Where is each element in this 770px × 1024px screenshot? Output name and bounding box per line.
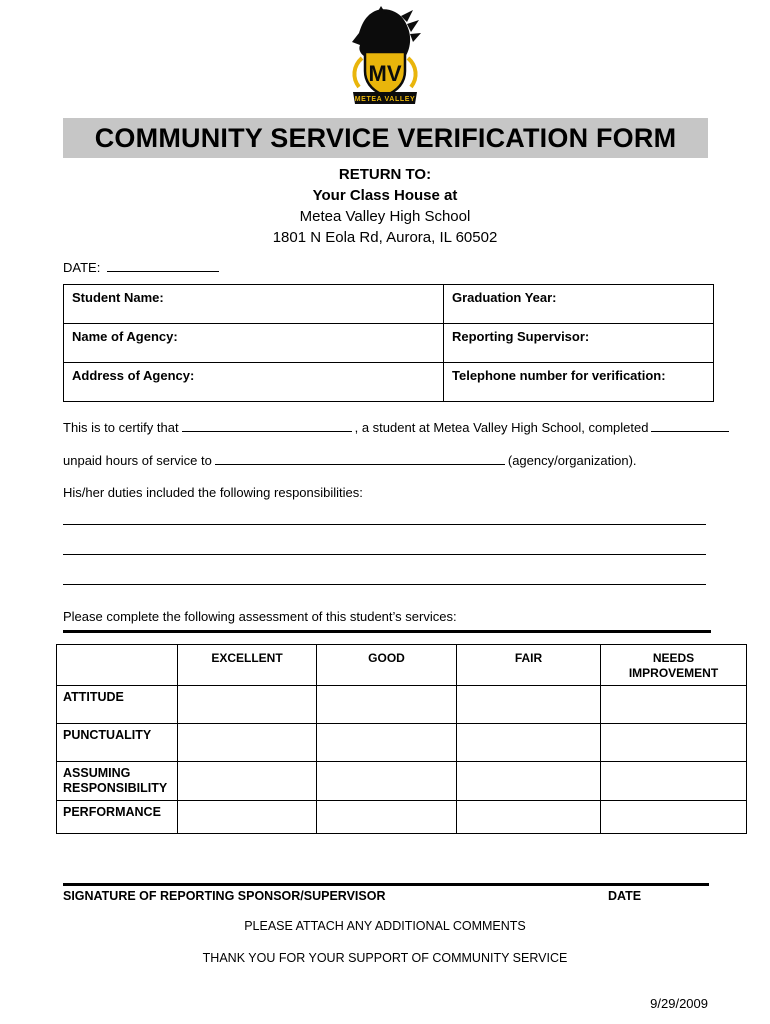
reporting-supervisor-cell[interactable]: Reporting Supervisor: — [444, 324, 714, 363]
column-header-fair: FAIR — [457, 645, 601, 686]
column-header-good: GOOD — [317, 645, 457, 686]
assessment-cell[interactable] — [457, 686, 601, 724]
assessment-cell[interactable] — [457, 801, 601, 834]
date-row — [63, 259, 222, 275]
assessment-table — [56, 644, 747, 834]
title-bar — [63, 118, 708, 158]
logo-banner-text: METEA VALLEY — [354, 96, 416, 103]
assessment-header-row — [57, 645, 747, 686]
assessment-intro: Please complete the following assessment of this student’s services: — [63, 609, 457, 624]
agency-name-cell[interactable]: Name of Agency: — [64, 324, 444, 363]
assessment-cell[interactable] — [317, 686, 457, 724]
return-to-class-house: Your Class House at — [312, 187, 458, 204]
student-name-cell[interactable]: Student Name: — [64, 285, 444, 324]
metea-valley-crest-icon — [335, 6, 435, 108]
duties-heading — [63, 485, 763, 500]
assessment-cell[interactable] — [317, 762, 457, 801]
certify-text-3: unpaid hours of service to — [63, 453, 212, 468]
duties-line-3[interactable] — [63, 584, 706, 585]
signature-row — [63, 889, 709, 903]
laurel-right-icon — [408, 58, 416, 87]
date-blank-field[interactable] — [107, 259, 219, 272]
form-title: COMMUNITY SERVICE VERIFICATION FORM — [94, 122, 677, 153]
signature-line[interactable] — [63, 883, 709, 886]
signature-date-label: DATE — [608, 889, 642, 903]
assessment-cell[interactable] — [601, 801, 747, 834]
assessment-cell[interactable] — [178, 724, 317, 762]
table-row — [57, 762, 747, 801]
hours-blank[interactable] — [651, 419, 729, 432]
return-to-block — [0, 164, 770, 248]
row-label-performance: PERFORMANCE — [57, 801, 178, 834]
row-label-assuming-responsibility: ASSUMING RESPONSIBILITY — [57, 762, 178, 801]
revision-date: 9/29/2009 — [650, 996, 708, 1011]
return-to-address: 1801 N Eola Rd, Aurora, IL 60502 — [272, 229, 498, 246]
agency-address-cell[interactable]: Address of Agency: — [64, 363, 444, 402]
thank-you-note: THANK YOU FOR YOUR SUPPORT OF COMMUNITY SERVICE — [202, 951, 568, 965]
row-label-attitude: ATTITUDE — [57, 686, 178, 724]
assessment-cell[interactable] — [601, 762, 747, 801]
row-label-punctuality: PUNCTUALITY — [57, 724, 178, 762]
table-row — [57, 724, 747, 762]
certify-text-2: , a student at Metea Valley High School, completed — [354, 420, 649, 435]
assessment-cell[interactable] — [178, 801, 317, 834]
table-row — [64, 363, 714, 402]
date-label: DATE: — [63, 260, 101, 275]
certify-line-2 — [63, 452, 763, 468]
duties-line-1[interactable] — [63, 524, 706, 525]
table-row — [64, 324, 714, 363]
table-row — [64, 285, 714, 324]
laurel-left-icon — [354, 58, 362, 87]
signature-label: SIGNATURE OF REPORTING SPONSOR/SUPERVISOR — [63, 889, 386, 903]
column-header-needs-improvement: NEEDS IMPROVEMENT — [601, 645, 747, 686]
assessment-cell[interactable] — [457, 762, 601, 801]
certify-text-1: This is to certify that — [63, 420, 179, 435]
column-header-excellent: EXCELLENT — [178, 645, 317, 686]
assessment-cell[interactable] — [178, 686, 317, 724]
assessment-cell[interactable] — [601, 686, 747, 724]
return-to-school-name: Metea Valley High School — [299, 208, 471, 225]
assessment-cell[interactable] — [457, 724, 601, 762]
info-table — [63, 284, 714, 402]
assessment-cell[interactable] — [317, 801, 457, 834]
duties-line-2[interactable] — [63, 554, 706, 555]
agency-blank[interactable] — [215, 452, 505, 465]
school-logo — [335, 6, 435, 108]
certify-text-4: (agency/organization). — [507, 453, 637, 468]
assessment-cell[interactable] — [178, 762, 317, 801]
assessment-cell[interactable] — [601, 724, 747, 762]
assessment-corner-cell — [57, 645, 178, 686]
certify-line-1 — [63, 419, 763, 435]
student-name-blank[interactable] — [182, 419, 352, 432]
graduation-year-cell[interactable]: Graduation Year: — [444, 285, 714, 324]
return-to-heading: RETURN TO: — [338, 166, 432, 183]
duties-heading-text: His/her duties included the following responsibilities: — [63, 485, 363, 500]
assessment-divider — [63, 630, 711, 633]
table-row — [57, 801, 747, 834]
table-row — [57, 686, 747, 724]
logo-initials: MV — [368, 61, 402, 86]
assessment-cell[interactable] — [317, 724, 457, 762]
attach-comments-note: PLEASE ATTACH ANY ADDITIONAL COMMENTS — [244, 919, 526, 933]
verification-phone-cell[interactable]: Telephone number for verification: — [444, 363, 714, 402]
